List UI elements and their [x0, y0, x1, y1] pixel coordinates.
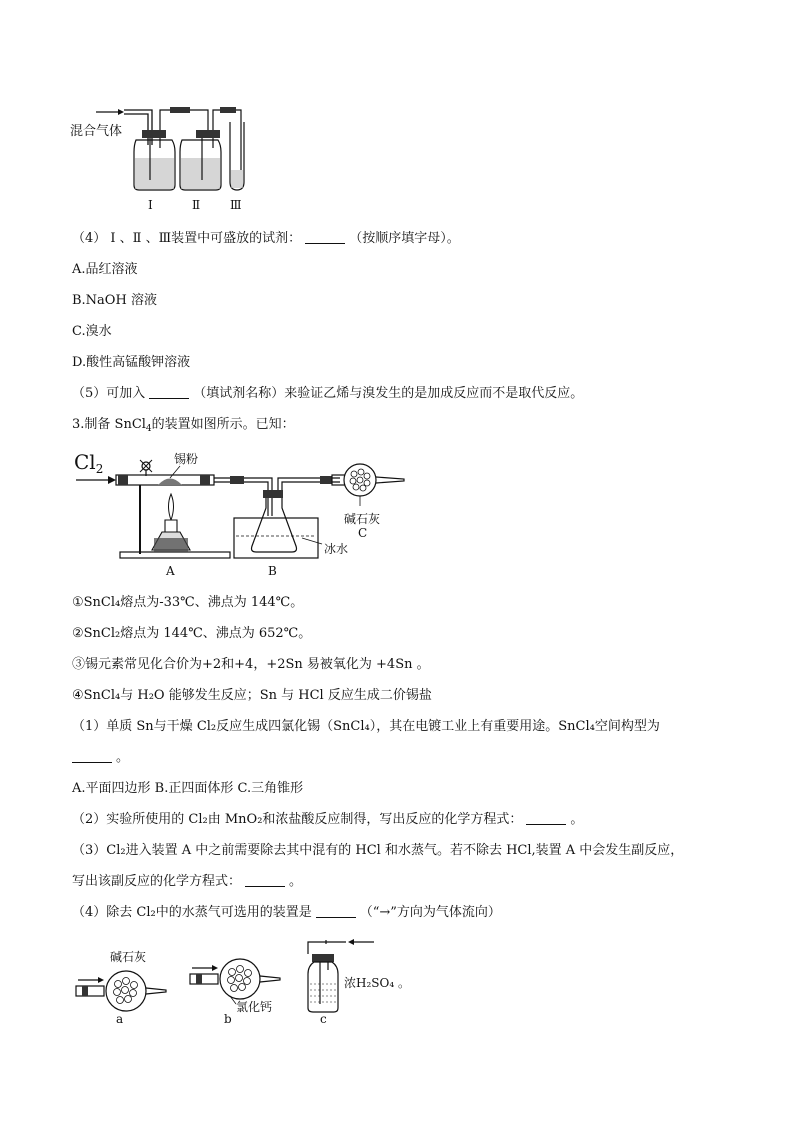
figure-drying-options [70, 934, 430, 1030]
cl2-label: $Cl_2$ [74, 450, 104, 476]
q2-option-d: D.酸性高锰酸钾溶液 [72, 355, 191, 370]
answer-blank[interactable] [526, 812, 566, 825]
q3-part1-line2: 。 [72, 749, 129, 767]
fact-2: ②SnCl₂熔点为 144℃、沸点为 652℃。 [72, 626, 312, 641]
bottle-label-1: Ⅰ [148, 198, 153, 212]
figure-gas-bottles [70, 100, 270, 215]
answer-blank[interactable] [245, 874, 285, 887]
option-c-label: c [320, 1012, 327, 1026]
ice-water-label: 冰水 [324, 542, 349, 556]
option-a-soda-lime-label: 碱石灰 [110, 950, 147, 964]
answer-blank[interactable] [316, 905, 356, 918]
option-b-label: b [224, 1012, 232, 1026]
fact-3: ③锡元素常见化合价为+2和+4，+2Sn 易被氧化为 +4Sn 。 [72, 657, 430, 672]
fact-4: ④SnCl₄与 H₂O 能够发生反应；Sn 与 HCl 反应生成二价锡盐 [72, 688, 432, 703]
figure-sncl4-apparatus [70, 446, 420, 582]
bottle-label-3: Ⅲ [230, 198, 242, 212]
answer-blank[interactable] [305, 231, 345, 244]
answer-blank[interactable] [72, 750, 112, 763]
soda-lime-label: 碱石灰 [344, 512, 381, 526]
option-c-h2so4-label: 浓H₂SO₄ 。 [344, 976, 410, 990]
q3-part4: （4）除去 Cl₂中的水蒸气可选用的装置是 （“→”方向为气体流向） [72, 905, 501, 920]
q2-option-b: B.NaOH 溶液 [72, 293, 157, 308]
apparatus-b-label: B [268, 564, 277, 578]
apparatus-c-label: C [358, 526, 368, 540]
apparatus-a-label: A [166, 564, 175, 578]
fact-1: ①SnCl₄熔点为-33℃、沸点为 144℃。 [72, 595, 304, 610]
q2-option-a: A.品红溶液 [72, 262, 138, 277]
tin-powder-label: 锡粉 [174, 452, 199, 466]
option-b-cacl2-label: 氯化钙 [236, 1000, 273, 1014]
q2-part4: （4） Ⅰ 、Ⅱ 、Ⅲ装置中可盛放的试剂： （按顺序填字母）。 [72, 231, 460, 246]
gas-label: 混合气体 [70, 124, 123, 139]
option-a-label: a [116, 1012, 124, 1026]
bottle-label-2: Ⅱ [192, 198, 201, 212]
q3-part2: （2）实验所使用的 Cl₂由 MnO₂和浓盐酸反应制得，写出反应的化学方程式： 。 [72, 812, 584, 827]
q3-part1-line1: （1）单质 Sn与干燥 Cl₂反应生成四氯化锡（SnCl₄），其在电镀工业上有重要用途。SnCl₄空间构型为 [72, 719, 660, 734]
q3-part3-line2: 写出该副反应的化学方程式： 。 [72, 874, 303, 889]
q3-part1-options: A.平面四边形 B.正四面体形 C.三角锥形 [72, 781, 304, 796]
q3-title: 3.制备 SnCl$_4$的装置如图所示。已知： [72, 417, 295, 434]
answer-blank[interactable] [149, 386, 189, 399]
q2-part5: （5）可加入 （填试剂名称）来验证乙烯与溴发生的是加成反应而不是取代反应。 [72, 386, 584, 401]
q3-part3-line1: （3）Cl₂进入装置 A 中之前需要除去其中混有的 HCl 和水蒸气。若不除去 HCl,装置 A 中会发生副反应， [72, 843, 684, 858]
q2-option-c: C.溴水 [72, 324, 112, 339]
